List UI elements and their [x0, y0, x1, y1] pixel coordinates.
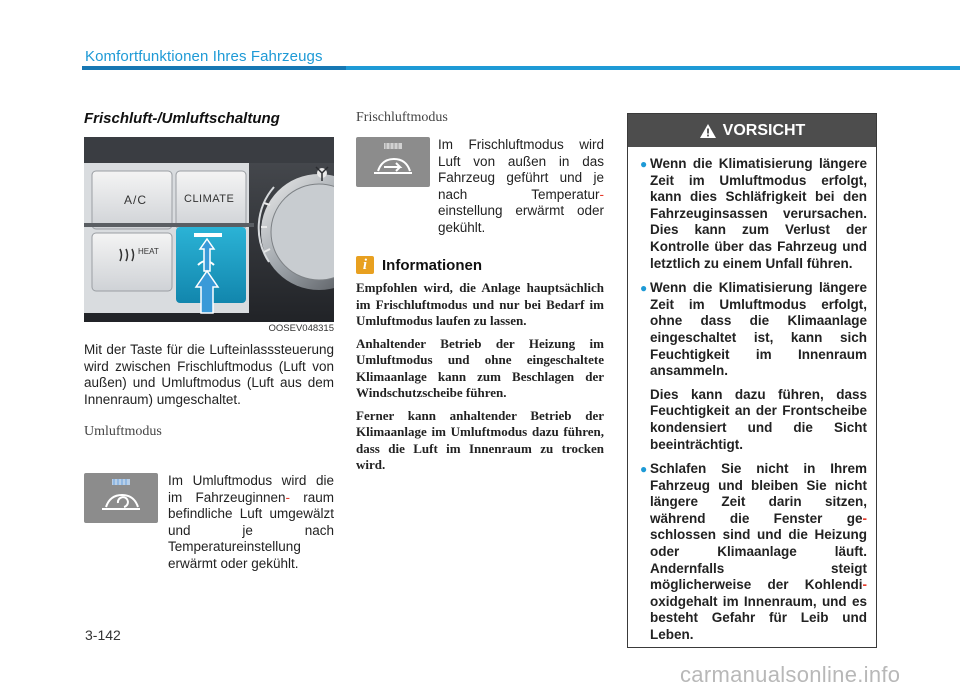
recirc-text-2: raum befindliche Luft umgewälzt und je nach Temperatureinstellung erwärmt oder gekühlt.	[168, 489, 334, 571]
fresh-paragraph	[438, 137, 604, 236]
recirc-block	[84, 473, 334, 572]
caution-item-3-part-1: Schlafen Sie nicht in Ihrem Fahrzeug und bleiben Sie nicht längere Zeit darin sitzen, während die Fenster ge	[650, 461, 867, 526]
caution-item-1-text: Wenn die Klimatisierung längere Zeit im Umluftmodus erfolgt, kann dies Schläfrigkeit bei den Fahrzeuginsassen verursachen. Dies kann zum Verlust der Kontrolle über das Fahrzeug und letztlich zu einem Unfall führen.	[650, 156, 867, 271]
climate-button-label: CLIMATE	[184, 193, 235, 205]
caution-item	[640, 156, 867, 272]
caution-item	[640, 461, 867, 644]
fresh-air-mode-icon	[356, 137, 430, 187]
bullet-icon: ●	[640, 157, 648, 171]
left-body	[84, 342, 334, 440]
recirc-title: Umluftmodus	[84, 424, 162, 439]
caution-item-3-part-3: oxidgehalt im Innenraum, und es besteht Gefahr für Leib und Leben.	[650, 593, 867, 643]
caution-item	[640, 280, 867, 453]
figure-caption: OOSEV048315	[268, 323, 334, 334]
recirc-hyphen: -	[285, 489, 291, 505]
fresh-text-1: Im Frischluftmodus wird Luft von außen in das Fahrzeug geführt und je nach Temperatur	[438, 137, 604, 202]
caution-title: VORSICHT	[722, 121, 806, 139]
fresh-title: Frischluftmodus	[356, 110, 448, 125]
recirculation-mode-icon	[84, 473, 158, 523]
caution-header	[628, 114, 876, 147]
watermark: carmanualsonline.info	[680, 662, 901, 687]
section-heading: Frischluft-/Umluftschaltung	[84, 110, 280, 127]
recirc-text-1: Im Umluftmodus wird die im Fahrzeuginnen	[168, 473, 334, 505]
ac-button-label: A/C	[124, 193, 148, 207]
caution-item-3-part-2: schlossen sind und die Heizung oder Klimaanlage läuft. Andernfalls steigt möglicherweise der Kohlendi	[650, 527, 867, 593]
caution-item-2-text: Wenn die Klimatisierung längere Zeit im Umluftmodus erfolgt, ohne dass die Klimaanlage eingeschaltet ist, kann sich Feuchtigkeit im Innenraum ansammeln.	[650, 280, 867, 379]
left-column	[84, 110, 334, 127]
header-rule-accent	[82, 66, 346, 70]
section-header-title: Komfortfunktionen Ihres Fahrzeugs	[85, 48, 323, 65]
intro-paragraph: Mit der Taste für die Lufteinlasssteuerung wird zwischen Frischluftmodus (Luft von außen) und Umluftmodus (Luft aus dem Innenraum) umgeschaltet.	[84, 342, 334, 407]
middle-column	[356, 110, 604, 126]
info-title: Informationen	[382, 256, 482, 274]
bullet-icon: ●	[640, 281, 648, 296]
caution-item-3-text	[650, 461, 867, 644]
fresh-block	[356, 137, 604, 236]
heat-button-label: HEAT	[138, 247, 159, 256]
figure-caption-strip	[84, 322, 334, 336]
fresh-air-car-icon	[356, 137, 430, 187]
control-panel-illustration	[84, 137, 334, 335]
caution-hyphen-1: -	[862, 510, 867, 526]
page-number: 3-142	[85, 627, 121, 643]
warning-triangle-icon	[699, 123, 717, 139]
caution-hyphen-2: -	[862, 577, 867, 593]
caution-item-2-continuation: Dies kann dazu führen, dass Feuchtigkeit an der Frontscheibe kondensiert und die Sicht beeinträchtigt.	[650, 386, 867, 452]
info-block	[356, 256, 604, 474]
fresh-hyphen: -	[599, 186, 604, 202]
recirc-paragraph	[168, 473, 334, 572]
info-paragraph-1: Empfohlen wird, die Anlage hauptsächlich im Frischluftmodus und nur bei Bedarf im Umluftmodus laufen zu lassen.	[356, 280, 604, 328]
info-paragraph-3: Ferner kann anhaltender Betrieb der Klimaanlage im Umluftmodus dazu führen, dass die Luft im Innenraum zu trocken wird.	[356, 407, 604, 472]
caution-list	[628, 147, 876, 644]
fresh-text-2: einstellung erwärmt oder gekühlt.	[438, 203, 604, 235]
info-heading	[356, 256, 604, 274]
caution-box	[627, 113, 877, 648]
info-icon: i	[356, 256, 374, 274]
info-paragraph-2: Anhaltender Betrieb der Heizung im Umluftmodus und ohne eingeschaltete Klimaanlage kann zum Beschlagen der Windschutzscheibe führen.	[356, 335, 604, 400]
bullet-icon: ●	[640, 462, 648, 477]
control-panel-photo	[84, 137, 334, 335]
recirculation-car-icon	[84, 473, 158, 523]
